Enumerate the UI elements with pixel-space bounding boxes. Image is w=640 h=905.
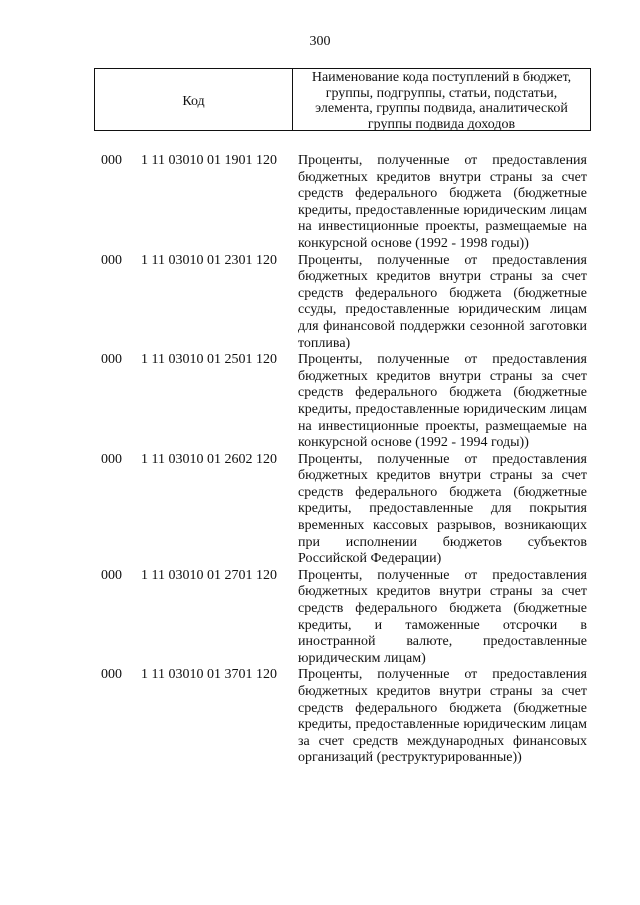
table-row (0, 667, 640, 767)
revenue-code: 1 11 03010 01 2602 120 (141, 451, 277, 467)
revenue-description: Проценты, полученные от предоставления бюджетных кредитов внутри страны за счет средств федерального бюджета (бюджетные кредиты, предоставленные юридическим лицам на инвестиционные проекты, размещаемые на конкурсной основе (1992 - 1994 годы)) (298, 352, 587, 451)
revenue-description: Проценты, полученные от предоставления бюджетных кредитов внутри страны за счет средств федерального бюджета (бюджетные ссуды, предоставленные юридическим лицам для финансовой поддержки сезонной заготовки топлива) (298, 252, 587, 351)
revenue-description: Проценты, полученные от предоставления бюджетных кредитов внутри страны за счет средств федерального бюджета (бюджетные кредиты, предоставленные для покрытия временных кассовых разрывов, возникающих при исполнении бюджетов субъектов Российской Федерации) (298, 451, 587, 567)
revenue-description: Проценты, полученные от предоставления бюджетных кредитов внутри страны за счет средств федерального бюджета (бюджетные кредиты, предоставленные юридическим лицам за счет средств международных финансовых организаций (реструктурированные)) (298, 667, 587, 766)
admin-code: 000 (101, 567, 122, 583)
revenue-code: 1 11 03010 01 2501 120 (141, 352, 277, 368)
table-row (0, 153, 640, 253)
header-code-cell: Код (95, 69, 293, 130)
table-row (0, 253, 640, 353)
revenue-code: 1 11 03010 01 2301 120 (141, 252, 277, 268)
revenue-code: 1 11 03010 01 2701 120 (141, 567, 277, 583)
entries-list (0, 153, 640, 767)
revenue-description: Проценты, полученные от предоставления бюджетных кредитов внутри страны за счет средств федерального бюджета (бюджетные кредиты, предоставленные юридическим лицам на инвестиционные проекты, размещаемые на конкурсной основе (1992 - 1998 годы)) (298, 153, 587, 251)
page-number: 300 (309, 34, 331, 49)
admin-code: 000 (101, 352, 122, 368)
admin-code: 000 (101, 451, 122, 467)
revenue-code: 1 11 03010 01 3701 120 (141, 667, 277, 683)
table-row (0, 452, 640, 568)
header-name-cell: Наименование кода поступлений в бюджет, группы, подгруппы, статьи, подстатьи, элемента, группы подвида, аналитической группы подвида доходов (311, 70, 572, 132)
revenue-description: Проценты, полученные от предоставления бюджетных кредитов внутри страны за счет средств федерального бюджета (бюджетные кредиты, и таможенные отсрочки в иностранной валюте, предоставленные юридическим лицам) (298, 567, 587, 666)
table-header (94, 68, 591, 131)
revenue-code: 1 11 03010 01 1901 120 (141, 153, 277, 168)
table-row (0, 568, 640, 668)
admin-code: 000 (101, 667, 122, 683)
table-row (0, 352, 640, 452)
admin-code: 000 (101, 153, 122, 168)
admin-code: 000 (101, 252, 122, 268)
